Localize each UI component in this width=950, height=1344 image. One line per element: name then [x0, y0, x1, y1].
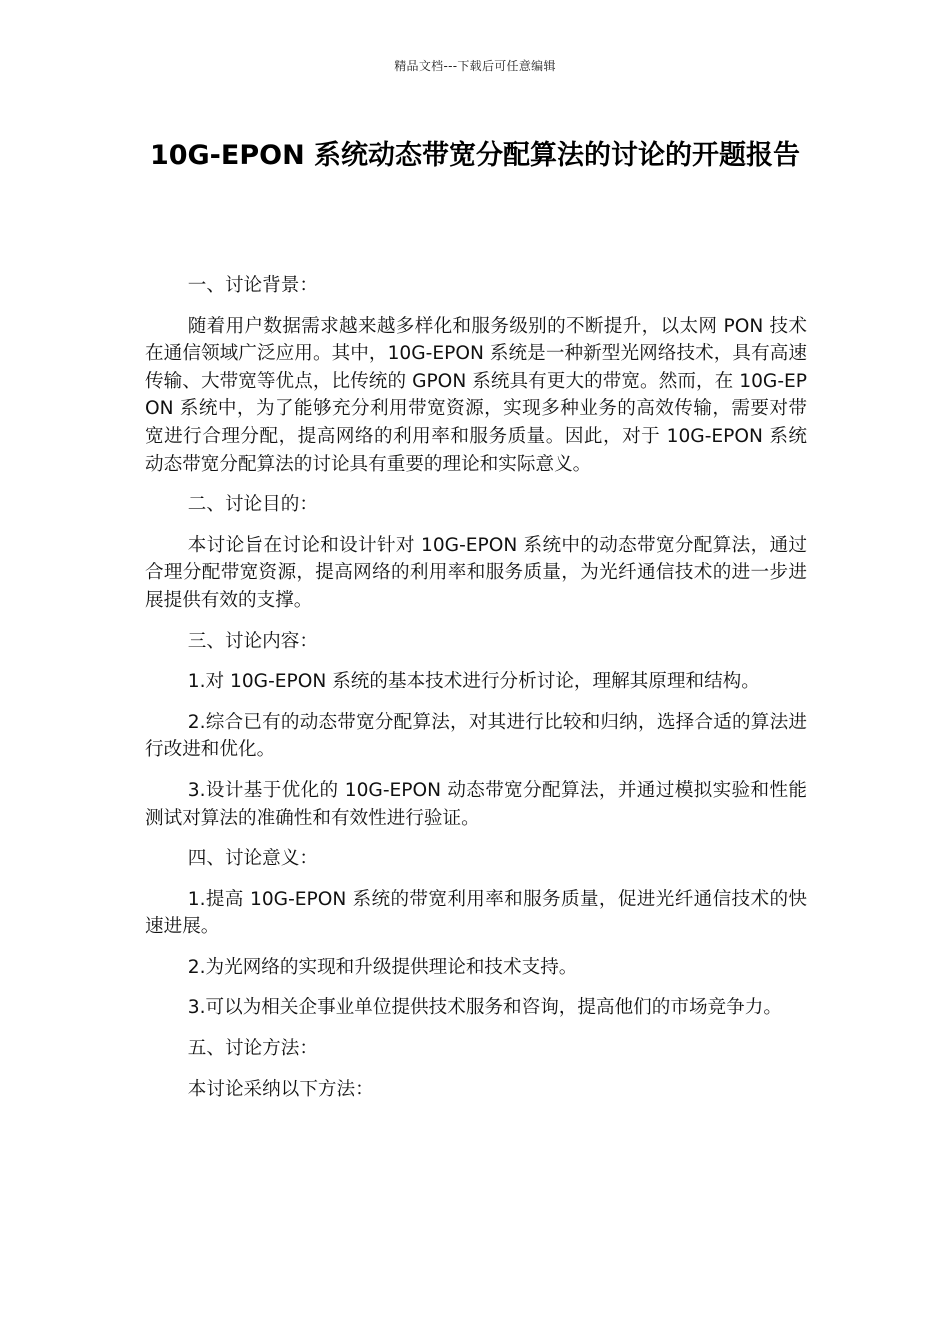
body-paragraph: 本讨论旨在讨论和设计针对 10G-EPON 系统中的动态带宽分配算法，通过合理分配带宽资源，提高网络的利用率和服务质量，为光纤通信技术的进一步进展提供有效的支撑。: [145, 534, 807, 611]
section-heading: 一、讨论背景：: [187, 275, 318, 296]
section-heading: 四、讨论意义：: [187, 848, 318, 870]
section-background: [145, 272, 807, 478]
document-title: 10G-EPON 系统动态带宽分配算法的讨论的开题报告: [149, 140, 801, 171]
section-purpose: [145, 491, 807, 614]
document-body: [145, 272, 807, 1116]
header-note: 精品文档---下载后可任意编辑: [394, 59, 556, 73]
section-heading: 五、讨论方法：: [187, 1038, 318, 1060]
section-methods: [145, 1035, 807, 1103]
body-paragraph: 3.可以为相关企事业单位提供技术服务和咨询，提高他们的市场竞争力。: [187, 997, 782, 1019]
body-paragraph: 随着用户数据需求越来越多样化和服务级别的不断提升，以太网 PON 技术在通信领域广泛应用。其中，10G-EPON 系统是一种新型光网络技术，具有高速传输、大带宽等优点，比传统的 GPON 系统具有更大的带宽。然而，在 10G-EPON 系统中，为了能够充分利用带宽资源，实现多种业务的高效传输，需要对带宽进行合理分配，提高网络的利用率和服务质量。因此，对于 10G-EPON 系统动态带宽分配算法的讨论具有重要的理论和实际意义。: [145, 315, 807, 475]
body-paragraph: 1.对 10G-EPON 系统的基本技术进行分析讨论，理解其原理和结构。: [187, 671, 760, 693]
section-heading: 二、讨论目的：: [187, 494, 318, 516]
section-heading: 三、讨论内容：: [187, 630, 318, 652]
body-paragraph: 2.综合已有的动态带宽分配算法，对其进行比较和归纳，选择合适的算法进行改进和优化。: [145, 711, 807, 761]
body-paragraph: 1.提高 10G-EPON 系统的带宽利用率和服务质量，促进光纤通信技术的快速进展。: [145, 888, 807, 938]
body-paragraph: 2.为光网络的实现和升级提供理论和技术支持。: [187, 956, 578, 978]
body-paragraph: 本讨论采纳以下方法：: [187, 1078, 374, 1100]
section-significance: [145, 845, 807, 1022]
section-content: [145, 628, 807, 833]
body-paragraph: 3.设计基于优化的 10G-EPON 动态带宽分配算法，并通过模拟实验和性能测试对算法的准确性和有效性进行验证。: [145, 779, 807, 829]
